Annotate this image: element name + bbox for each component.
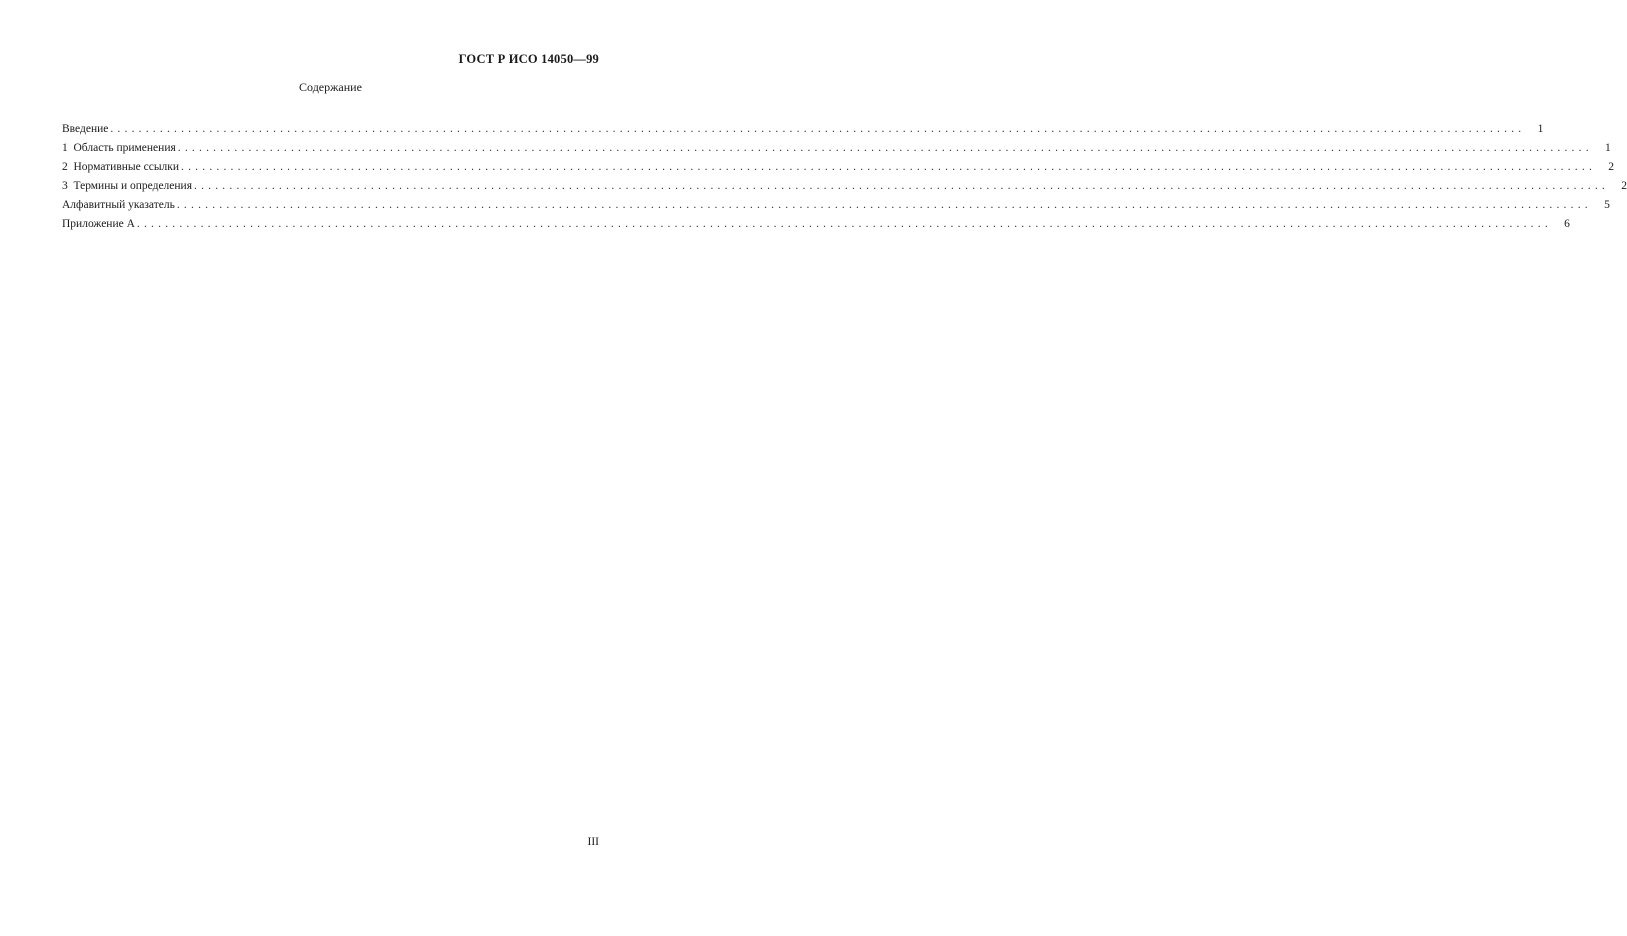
toc-leader-dots: ........................................................................................................................................................................................................ bbox=[110, 123, 1526, 135]
toc-leader-dots: ........................................................................................................................................................................................................ bbox=[176, 199, 1592, 211]
toc-entry-page: 1 bbox=[1537, 123, 1544, 135]
toc-entry-normative-references[interactable] bbox=[62, 158, 1615, 177]
toc-entry-label: 1 Область применения bbox=[62, 142, 176, 154]
toc-entry-terms-definitions[interactable] bbox=[62, 177, 1627, 196]
toc-entry-page: 1 bbox=[1605, 142, 1611, 154]
toc-entry-label: 2 Нормативные ссылки bbox=[62, 161, 180, 173]
toc-leader-dots: ........................................................................................................................................................................................................ bbox=[181, 161, 1597, 173]
toc-entry-label: Алфавитный указатель bbox=[62, 199, 175, 211]
page-number: III bbox=[587, 836, 599, 848]
toc-entry-page: 6 bbox=[1564, 218, 1570, 230]
toc-entry-annex-a[interactable] bbox=[62, 215, 1570, 234]
toc-entry-introduction[interactable] bbox=[62, 120, 1544, 139]
toc-title: Содержание bbox=[299, 80, 362, 94]
toc-entry-label: 3 Термины и определения bbox=[62, 180, 192, 192]
table-of-contents bbox=[62, 120, 1627, 234]
toc-leader-dots: ........................................................................................................................................................................................................ bbox=[136, 218, 1552, 230]
toc-entry-label: Введение bbox=[62, 123, 109, 135]
toc-entry-alphabetical-index[interactable] bbox=[62, 196, 1610, 215]
toc-entry-page: 2 bbox=[1608, 161, 1615, 173]
document-code: ГОСТ Р ИСО 14050—99 bbox=[458, 52, 599, 66]
toc-entry-scope[interactable] bbox=[62, 139, 1611, 158]
toc-leader-dots: ........................................................................................................................................................................................................ bbox=[177, 142, 1593, 154]
toc-leader-dots: ........................................................................................................................................................................................................ bbox=[194, 180, 1609, 192]
toc-entry-label: Приложение А bbox=[62, 218, 135, 230]
toc-entry-page: 5 bbox=[1604, 199, 1610, 211]
toc-entry-page: 2 bbox=[1621, 180, 1627, 192]
